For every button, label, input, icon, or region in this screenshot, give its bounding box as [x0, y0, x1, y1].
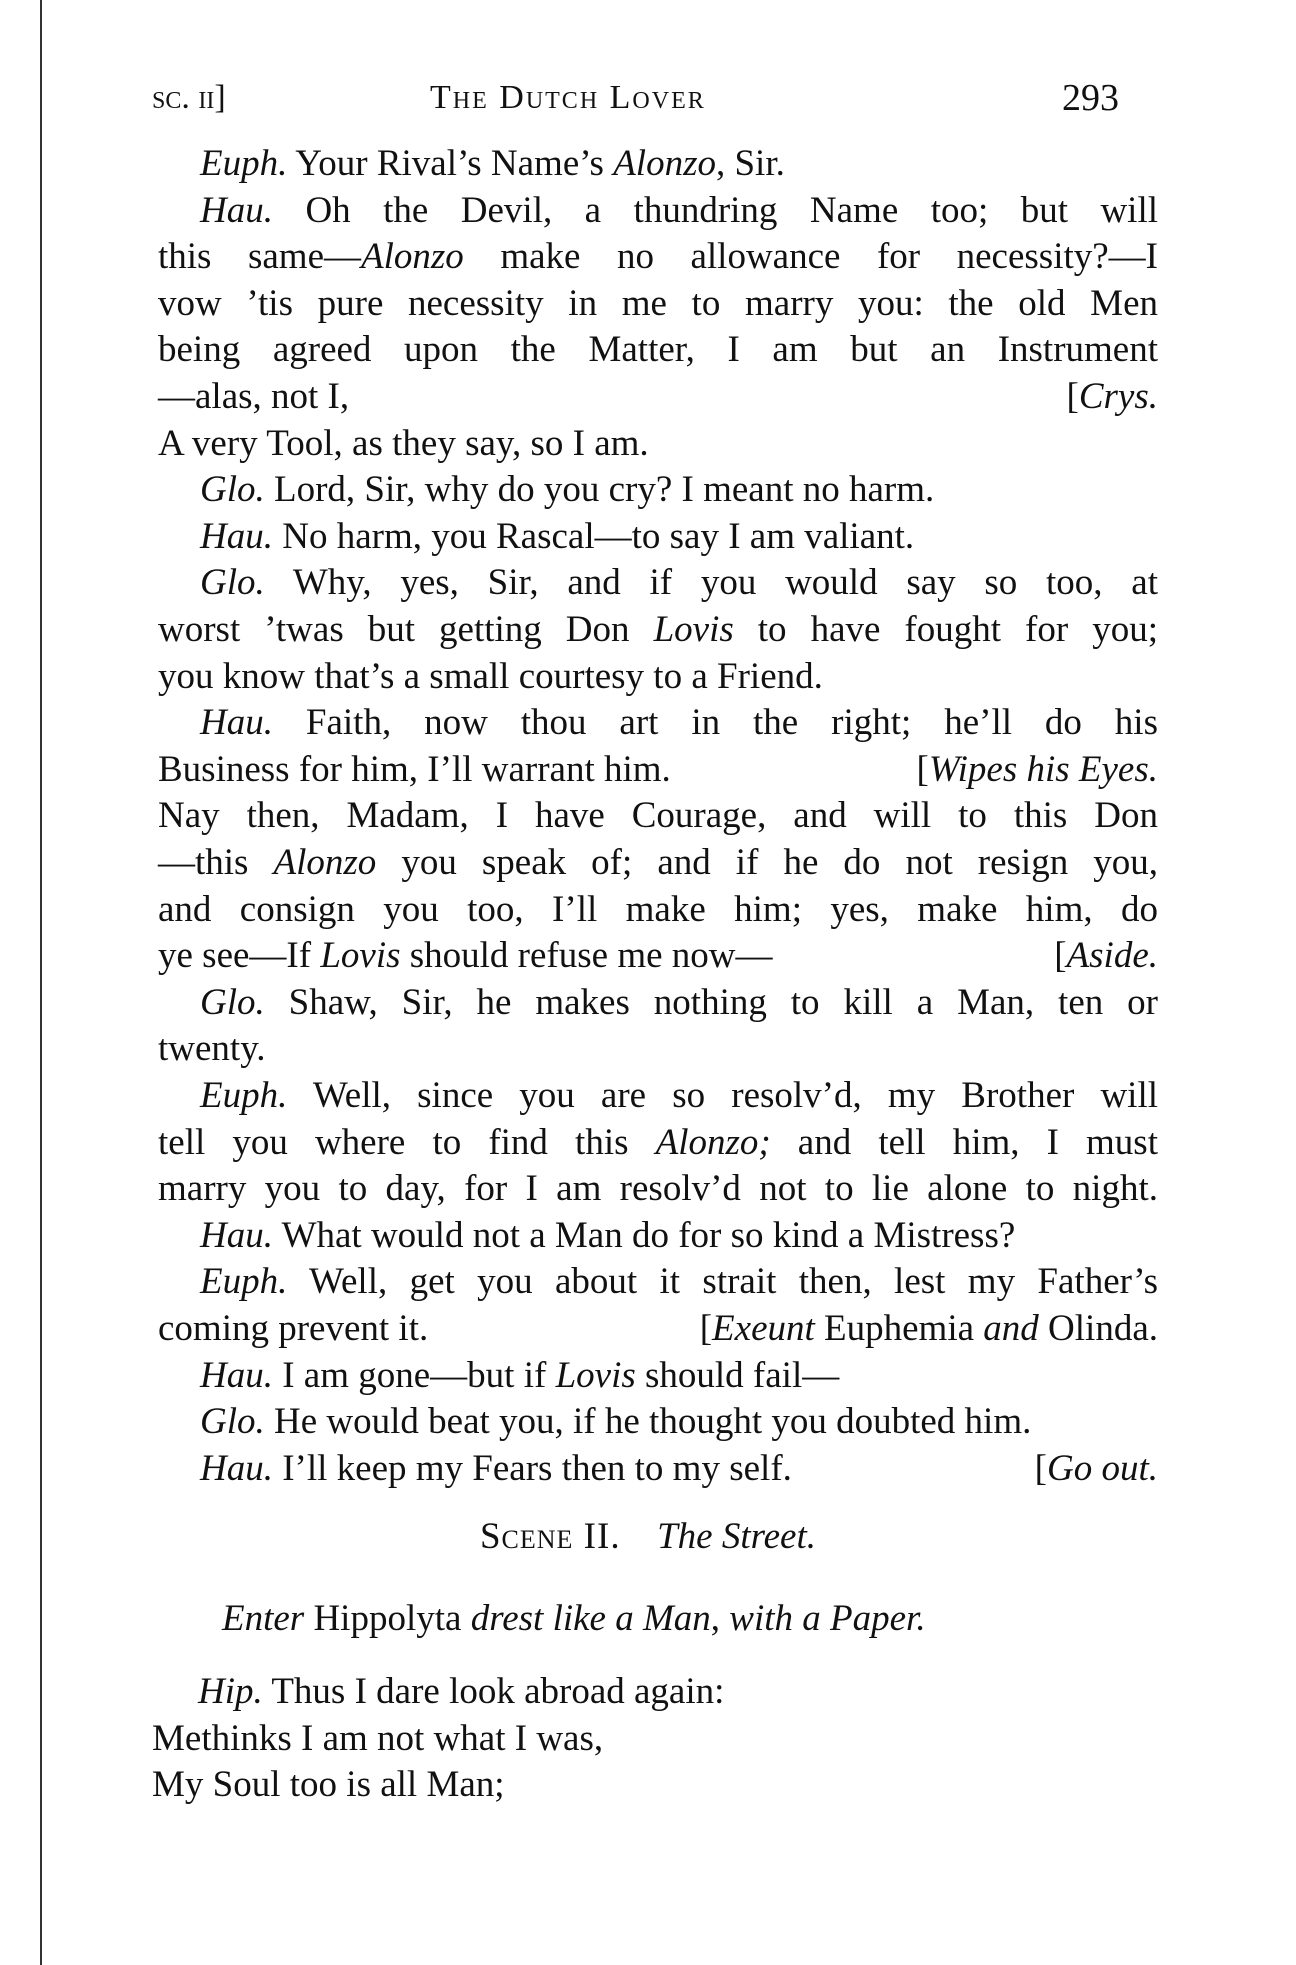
text-line: [200, 140, 1158, 187]
text-segment: Glo.: [200, 1401, 265, 1443]
text-segment: worst ’twas but getting Don: [158, 609, 654, 650]
text-segment: Euph.: [200, 143, 288, 184]
line-main: [158, 749, 671, 790]
text-line: [158, 1305, 1158, 1352]
line-main: [200, 1215, 1015, 1256]
text-segment: make no allowance for necessity?—I: [463, 236, 1159, 278]
scene-heading: [0, 1513, 1296, 1560]
scene-number: Scene II.: [479, 1516, 621, 1557]
text-line: [158, 1119, 1158, 1166]
text-line: [158, 746, 1158, 793]
line-main: [158, 326, 1158, 373]
text-line: [158, 886, 1158, 933]
running-title: The Dutch Lover: [430, 79, 706, 116]
text-segment: this same—: [158, 236, 362, 278]
text-segment: [: [699, 1308, 713, 1349]
stage-direction: [222, 1595, 926, 1642]
text-segment: coming prevent it.: [158, 1308, 429, 1349]
text-line: [158, 932, 1158, 979]
text-segment: Lovis: [555, 1354, 636, 1396]
text-segment: Exeunt: [712, 1308, 815, 1349]
text-line: [158, 280, 1158, 327]
line-main: [200, 1072, 1158, 1119]
line-main: [158, 1119, 1158, 1166]
text-segment: Faith, now thou art in the right; he’ll do his: [272, 702, 1158, 744]
text-segment: Lovis: [653, 609, 734, 650]
line-main: [158, 886, 1158, 933]
line-main: [158, 423, 649, 464]
text-segment: [: [1034, 1447, 1047, 1489]
text-segment: A very Tool, as they say, so I am.: [158, 422, 649, 464]
text-line: [200, 1258, 1158, 1305]
text-segment: Well, since you are so resolv’d, my Brother will: [287, 1075, 1158, 1116]
text-segment: Euphemia: [814, 1308, 984, 1349]
text-segment: Hau.: [200, 702, 273, 744]
text-segment: Why, yes, Sir, and if you would say so too, at: [264, 562, 1158, 604]
text-segment: Shaw, Sir, he makes nothing to kill a Man, ten or: [264, 981, 1158, 1023]
text-line: [158, 420, 1158, 467]
line-main: [158, 1308, 428, 1349]
line-main: [200, 187, 1158, 234]
text-segment: with a Paper.: [729, 1598, 926, 1639]
text-segment: to have fought for you;: [733, 609, 1158, 650]
verse-line: [152, 1761, 1152, 1808]
text-segment: —alas, not I,: [158, 376, 350, 417]
line-main: [158, 606, 1158, 653]
line-main: [158, 1165, 1158, 1212]
text-segment: Alonzo;: [655, 1121, 771, 1163]
text-segment: Olinda.: [1038, 1308, 1158, 1349]
text-segment: Euph.: [200, 1261, 288, 1303]
text-segment: Thus I dare look abroad again:: [262, 1671, 725, 1712]
text-line: [158, 606, 1158, 653]
stage-direction-inline: [1054, 932, 1158, 979]
text-segment: ,: [710, 1598, 730, 1639]
text-segment: No harm, you Rascal—to say I am valiant.: [272, 515, 915, 557]
text-line: [200, 1072, 1158, 1119]
text-segment: vow ’tis pure necessity in me to marry you: the old Men: [158, 282, 1158, 324]
stage-direction-inline: [1067, 373, 1158, 420]
text-segment: Hau.: [200, 1354, 273, 1396]
scene-reference: sc. ii]: [152, 79, 226, 116]
text-segment: Alonzo: [273, 842, 377, 883]
text-segment: Hau.: [200, 1447, 273, 1489]
text-segment: I am gone—but if: [272, 1354, 556, 1396]
text-line: [200, 1398, 1158, 1445]
line-main: [200, 1355, 839, 1396]
text-segment: should refuse me now—: [400, 935, 773, 977]
text-segment: and tell him, I must: [770, 1121, 1158, 1163]
line-main: [200, 469, 934, 510]
text-segment: Methinks I am not what I was,: [152, 1717, 604, 1759]
text-segment: [: [1054, 935, 1067, 977]
text-segment: Alonzo: [613, 143, 716, 184]
text-line: [200, 559, 1158, 606]
text-segment: Alonzo: [361, 236, 464, 278]
text-segment: being agreed upon the Matter, I am but an Instrument: [158, 329, 1158, 371]
text-segment: ye see—If: [158, 935, 321, 977]
text-segment: My Soul too is all Man;: [152, 1764, 505, 1806]
text-segment: Well, get you about it strait then, lest my Father’s: [287, 1261, 1158, 1303]
line-main: [158, 792, 1158, 839]
text-segment: —this: [158, 842, 274, 883]
text-segment: Hippolyta: [304, 1598, 471, 1639]
text-line: [200, 513, 1158, 560]
page-number: 293: [1062, 77, 1119, 119]
text-segment: , Sir.: [715, 143, 785, 184]
page-edge-line: [40, 0, 42, 1965]
text-segment: and consign you too, I’ll make him; yes, make him, do: [158, 888, 1158, 930]
text-line: [200, 1212, 1158, 1259]
text-segment: He would beat you, if he thought you doubted him.: [264, 1401, 1032, 1443]
text-segment: should fail—: [635, 1354, 840, 1396]
line-main: [200, 516, 914, 557]
text-segment: Enter: [222, 1598, 305, 1639]
text-segment: Lord, Sir, why do you cry? I meant no harm.: [264, 469, 935, 511]
text-line: [200, 979, 1158, 1026]
text-segment: and: [983, 1308, 1039, 1349]
line-main: [200, 1258, 1158, 1305]
text-segment: drest like a: [470, 1598, 643, 1639]
text-segment: Go out.: [1047, 1447, 1158, 1489]
stage-direction-inline: [917, 746, 1158, 793]
text-segment: Your Rival’s Name’s: [287, 143, 614, 184]
line-main: [200, 1448, 792, 1489]
text-line: [158, 839, 1158, 886]
text-line: [200, 699, 1158, 746]
text-segment: Glo.: [200, 562, 265, 604]
text-segment: tell you where to find this: [158, 1121, 656, 1163]
text-line: [200, 187, 1158, 234]
text-segment: [: [1066, 376, 1079, 417]
text-segment: Wipes his Eyes.: [928, 748, 1158, 790]
text-line: [158, 792, 1158, 839]
text-line: [158, 373, 1158, 420]
text-segment: Nay then, Madam, I have Courage, and will to this Don: [158, 795, 1158, 837]
text-line: [200, 1445, 1158, 1492]
line-main: [158, 280, 1158, 327]
text-segment: I’ll keep my Fears then to my self.: [272, 1447, 792, 1489]
line-main: [158, 1028, 266, 1069]
text-segment: marry you to day, for I am resolv’d not to lie alone to night.: [158, 1168, 1158, 1210]
text-line: [200, 466, 1158, 513]
text-segment: Euph.: [200, 1075, 288, 1116]
line-main: [200, 143, 785, 184]
text-segment: Glo.: [200, 469, 265, 511]
line-main: [200, 699, 1158, 746]
text-segment: Crys.: [1078, 376, 1158, 417]
line-main: [200, 979, 1158, 1026]
line-main: [158, 935, 773, 976]
scene-place: The Street.: [657, 1516, 817, 1557]
text-line: [158, 1025, 1158, 1072]
line-main: [158, 656, 823, 697]
text-line: [158, 326, 1158, 373]
text-segment: Glo.: [200, 981, 265, 1023]
line-main: [158, 376, 349, 417]
line-main: [158, 233, 1158, 280]
line-main: [200, 559, 1158, 606]
text-segment: What would not a Man do for so kind a Mistress?: [272, 1214, 1016, 1256]
text-line: [200, 1352, 1158, 1399]
text-segment: [: [916, 748, 929, 790]
line-main: [200, 1401, 1031, 1442]
text-segment: Man: [642, 1598, 711, 1639]
text-segment: Hip.: [198, 1671, 263, 1712]
text-segment: twenty.: [158, 1028, 266, 1070]
text-segment: you speak of; and if he do not resign you,: [376, 842, 1158, 883]
verse-line: [198, 1668, 1198, 1715]
text-segment: Oh the Devil, a thundring Name too; but will: [272, 189, 1158, 231]
text-segment: Lovis: [320, 935, 401, 977]
stage-direction-inline: [1035, 1445, 1158, 1492]
text-segment: you know that’s a small courtesy to a Friend.: [158, 655, 823, 697]
text-segment: Business for him, I’ll warrant him.: [158, 748, 671, 790]
text-segment: Hau.: [200, 515, 273, 557]
text-segment: Hau.: [200, 1214, 273, 1256]
stage-direction-inline: [700, 1305, 1158, 1352]
text-line: [158, 653, 1158, 700]
text-segment: Hau.: [200, 189, 273, 231]
text-segment: Aside.: [1066, 935, 1158, 977]
line-main: [158, 839, 1158, 886]
verse-line: [152, 1715, 1152, 1762]
text-line: [158, 233, 1158, 280]
text-line: [158, 1165, 1158, 1212]
